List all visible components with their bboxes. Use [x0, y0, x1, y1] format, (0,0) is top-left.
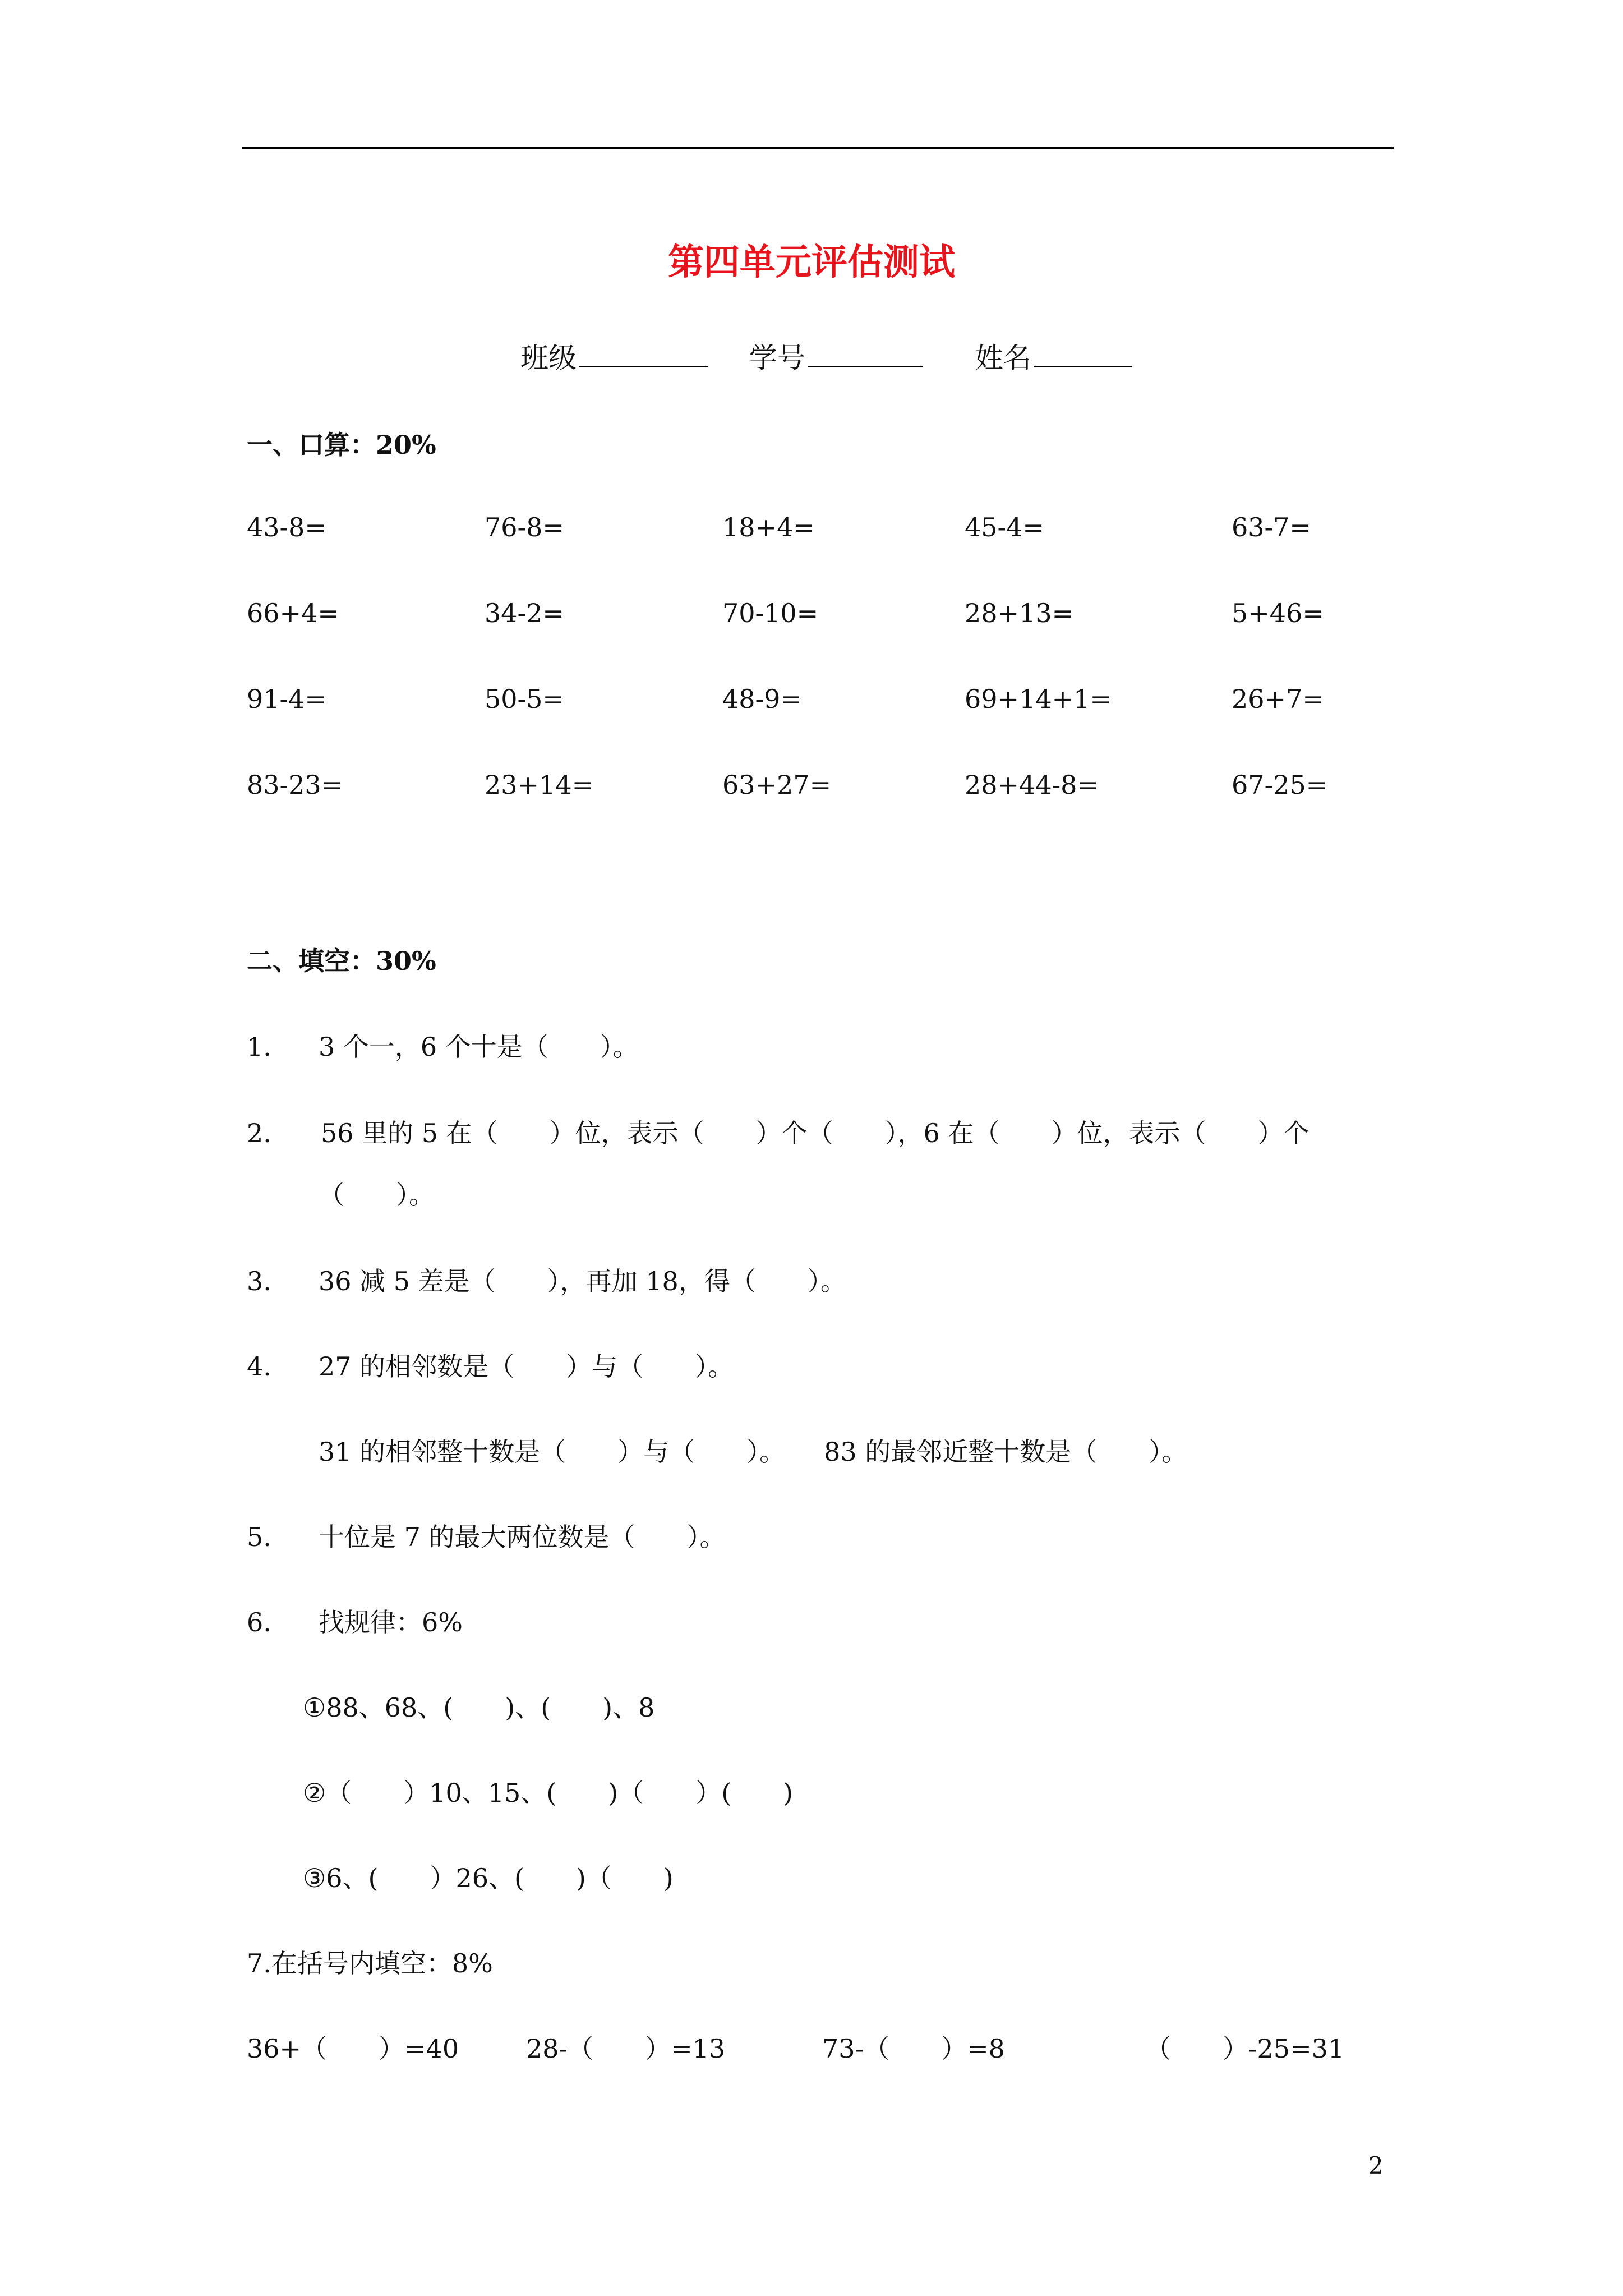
mental-math-row: [247, 596, 1391, 682]
pattern-item-3: ③6、( ）26、( )（ ): [303, 1863, 674, 1893]
mental-math-item: 66+4=: [247, 598, 339, 628]
page-title: 第四单元评估测试: [668, 241, 955, 283]
mental-math-item: 50-5=: [485, 684, 564, 714]
mental-math-item: 28+13=: [965, 598, 1074, 628]
question-4-subline: 31 的相邻整十数是（ ）与（ ）。 83 的最邻近整十数是（ ）。: [319, 1437, 1188, 1467]
fill-in-item: 73-（ ）=8: [822, 2033, 1005, 2064]
mental-math-item: 76-8=: [485, 512, 564, 542]
mental-math-item: 18+4=: [722, 512, 815, 542]
fill-in-item: （ ）-25=31: [1145, 2033, 1345, 2064]
mental-math-item: 63-7=: [1232, 512, 1311, 542]
question-number: 6.: [247, 1607, 271, 1637]
section1-heading: 一、口算：20%: [247, 430, 436, 460]
mental-math-grid: [247, 510, 1391, 854]
question-number: 3.: [247, 1266, 271, 1296]
mental-math-item: 91-4=: [247, 684, 326, 714]
question-text: 36 减 5 差是（ ），再加 18，得（ ）。: [319, 1266, 846, 1296]
question-2-continuation: （ ）。: [319, 1180, 435, 1210]
name-label: 姓名: [975, 342, 1031, 374]
mental-math-item: 23+14=: [485, 770, 594, 800]
name-blank[interactable]: [1034, 337, 1132, 367]
mental-math-item: 67-25=: [1232, 770, 1328, 800]
page-number: 2: [1368, 2152, 1384, 2179]
mental-math-item: 26+7=: [1232, 684, 1324, 714]
mental-math-item: 45-4=: [965, 512, 1044, 542]
question-text: 十位是 7 的最大两位数是（ ）。: [319, 1522, 726, 1552]
mental-math-item: 28+44-8=: [965, 770, 1099, 800]
fill-in-item: 28-（ ）=13: [526, 2033, 726, 2064]
student-info-row: [520, 337, 1132, 378]
mental-math-item: 34-2=: [485, 598, 564, 628]
question-7: 7.在括号内填空：8%: [247, 1948, 493, 1978]
student-id-blank[interactable]: [808, 337, 923, 367]
question-number: 5.: [247, 1522, 271, 1552]
mental-math-item: 5+46=: [1232, 598, 1324, 628]
question-text: 3 个一，6 个十是（ ）。: [319, 1032, 639, 1062]
question-number: 2.: [247, 1118, 271, 1148]
question-text: 找规律：6%: [319, 1607, 463, 1637]
pattern-item-1: ①88、68、( )、( )、8: [303, 1692, 655, 1723]
student-id-label: 学号: [749, 342, 805, 374]
class-blank[interactable]: [579, 337, 708, 367]
mental-math-item: 83-23=: [247, 770, 343, 800]
fill-in-item: 36+（ ）=40: [247, 2033, 459, 2064]
question-text: 27 的相邻数是（ ）与（ ）。: [319, 1351, 734, 1382]
class-field: [520, 337, 708, 378]
student-id-field: [749, 337, 923, 378]
mental-math-row: [247, 510, 1391, 596]
mental-math-item: 69+14+1=: [965, 684, 1112, 714]
question-number: 1.: [247, 1032, 271, 1062]
mental-math-item: 48-9=: [722, 684, 802, 714]
class-label: 班级: [520, 342, 577, 374]
section2-heading: 二、填空：30%: [247, 946, 436, 976]
mental-math-item: 70-10=: [722, 598, 819, 628]
mental-math-row: [247, 682, 1391, 768]
question-text: 56 里的 5 在（ ）位，表示（ ）个（ ），6 在（ ）位，表示（ ）个: [321, 1118, 1310, 1148]
pattern-item-2: ②（ ）10、15、( )（ ）( ): [303, 1778, 794, 1808]
mental-math-item: 43-8=: [247, 512, 326, 542]
question-number: 4.: [247, 1351, 271, 1382]
header-rule: [242, 147, 1394, 149]
mental-math-item: 63+27=: [722, 770, 832, 800]
name-field: [975, 337, 1132, 378]
mental-math-row: [247, 768, 1391, 854]
